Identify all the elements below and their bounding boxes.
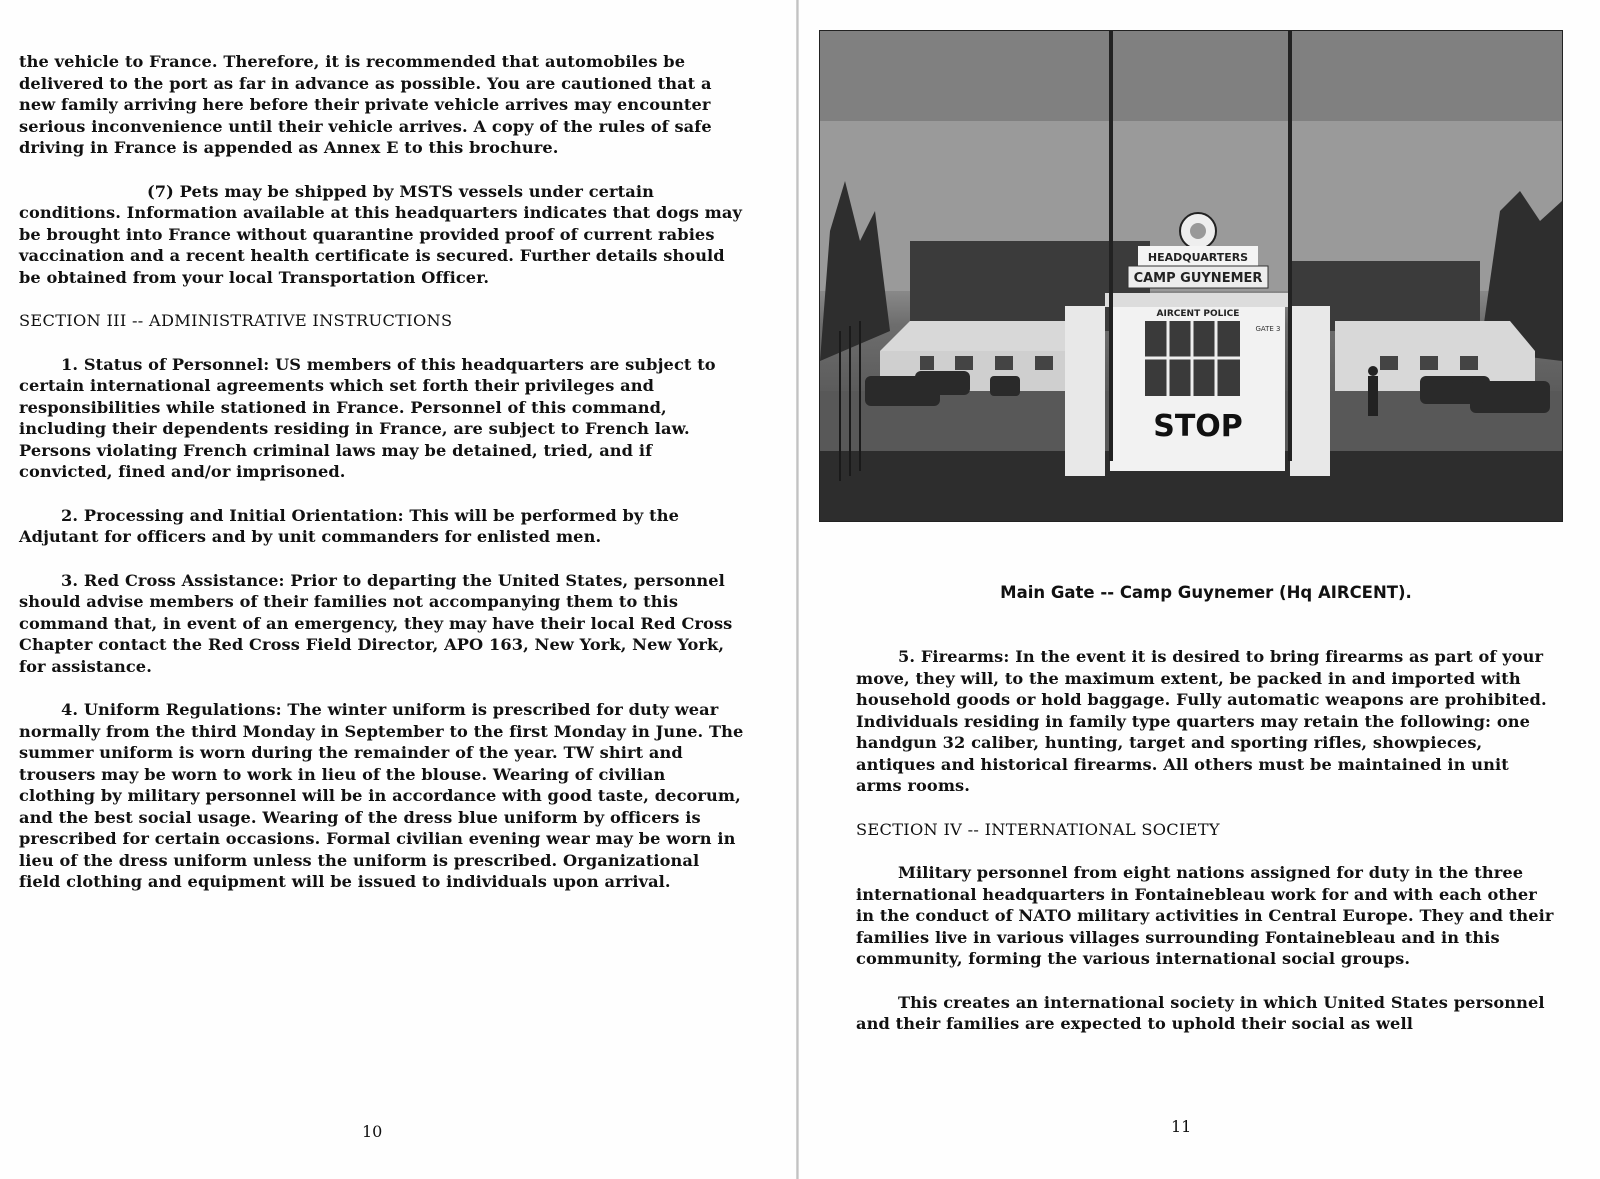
sign-stop: STOP (1153, 409, 1243, 444)
sign-gate: GATE 3 (1255, 325, 1281, 333)
paragraph-vehicle: the vehicle to France. Therefore, it is recommended that automobiles be delivered to the port as far in advance as possible. You are cautioned that a new family arriving here before their private vehicle arrives may encounter serious inconvenience until their vehicle arrives. A copy of the rules of safe driving in France is appended as Annex E to this brochure. (19, 52, 712, 157)
photo-main-gate (819, 30, 1563, 522)
section-heading-iv: SECTION IV -- INTERNATIONAL SOCIETY (856, 819, 1220, 839)
right-page (799, 0, 1600, 1179)
sign-aircent-police: AIRCENT POLICE (1156, 309, 1240, 319)
sign-headquarters: HEADQUARTERS (1147, 251, 1249, 264)
left-page (0, 0, 796, 1179)
paragraph-international-society: This creates an international society in which United States personnel and their families are expected to uphold their social as well (856, 992, 1545, 1033)
right-text-column (856, 646, 1556, 1057)
item-uniform: 4. Uniform Regulations: The winter uniform is prescribed for duty wear normally from the third Monday in September to the first Monday in June. The summer uniform is worn during the remainder of the year. TW shirt and trousers may be worn to work in lieu of the blouse. Wearing of civilian clothing by military personnel will be in accordance with good taste, decorum, and the best social usage. Wearing of the dress blue uniform by officers is prescribed for certain occasions. Formal civilian evening wear may be worn in lieu of the dress uniform unless the uniform is prescribed. Organizational field clothing and equipment will be issued to individuals upon arrival. (19, 700, 744, 891)
item-processing: 2. Processing and Initial Orientation: This will be performed by the Adjutant for officers and by unit commanders for enlisted men. (19, 505, 680, 546)
sign-camp-guynemer: CAMP GUYNEMER (1133, 271, 1263, 286)
page-number-right: 11 (1171, 1117, 1192, 1136)
item-status-of-personnel: 1. Status of Personnel: US members of this headquarters are subject to certain international agreements which set forth their privileges and responsibilities while stationed in France. Personnel of this command, including their dependents residing in France, are subject to French law. Persons violating French criminal laws may be detained, tried, and if convicted, fined and/or imprisoned. (19, 354, 716, 481)
photo-illustration (820, 31, 1562, 521)
left-text-column (19, 51, 744, 915)
item-red-cross: 3. Red Cross Assistance: Prior to departing the United States, personnel should advise members of their families not accompanying them to this command that, in event of an emergency, they may have their local Red Cross Chapter contact the Red Cross Field Director, APO 163, New York, New York, for assistance. (19, 570, 733, 676)
item-firearms: 5. Firearms: In the event it is desired to bring firearms as part of your move, they will, to the maximum extent, be packed in and imported with household goods or hold baggage. Fully automatic weapons are prohibited. Individuals residing in family type quarters may retain the following: one handgun 32 caliber, hunting, target and sporting rifles, showpieces, antiques and historical firearms. All others must be maintained in unit arms rooms. (856, 647, 1547, 795)
paragraph-pets: (7) Pets may be shipped by MSTS vessels under certain conditions. Information available at this headquarters indicates that dogs may be brought into France without quarantine provided proof of current rabies vaccination and a recent health certificate is secured. Further details should be obtained from your local Transportation Officer. (19, 181, 743, 287)
paragraph-military-personnel: Military personnel from eight nations assigned for duty in the three international headquarters in Fontainebleau work for and with each other in the conduct of NATO military activities in Central Europe. They and their families live in various villages surrounding Fontainebleau and in this community, forming the various international social groups. (856, 863, 1554, 968)
page-number-left: 10 (362, 1122, 383, 1141)
section-heading-iii: SECTION III -- ADMINISTRATIVE INSTRUCTIONS (19, 311, 453, 330)
photo-caption: Main Gate -- Camp Guynemer (Hq AIRCENT). (1000, 583, 1412, 602)
